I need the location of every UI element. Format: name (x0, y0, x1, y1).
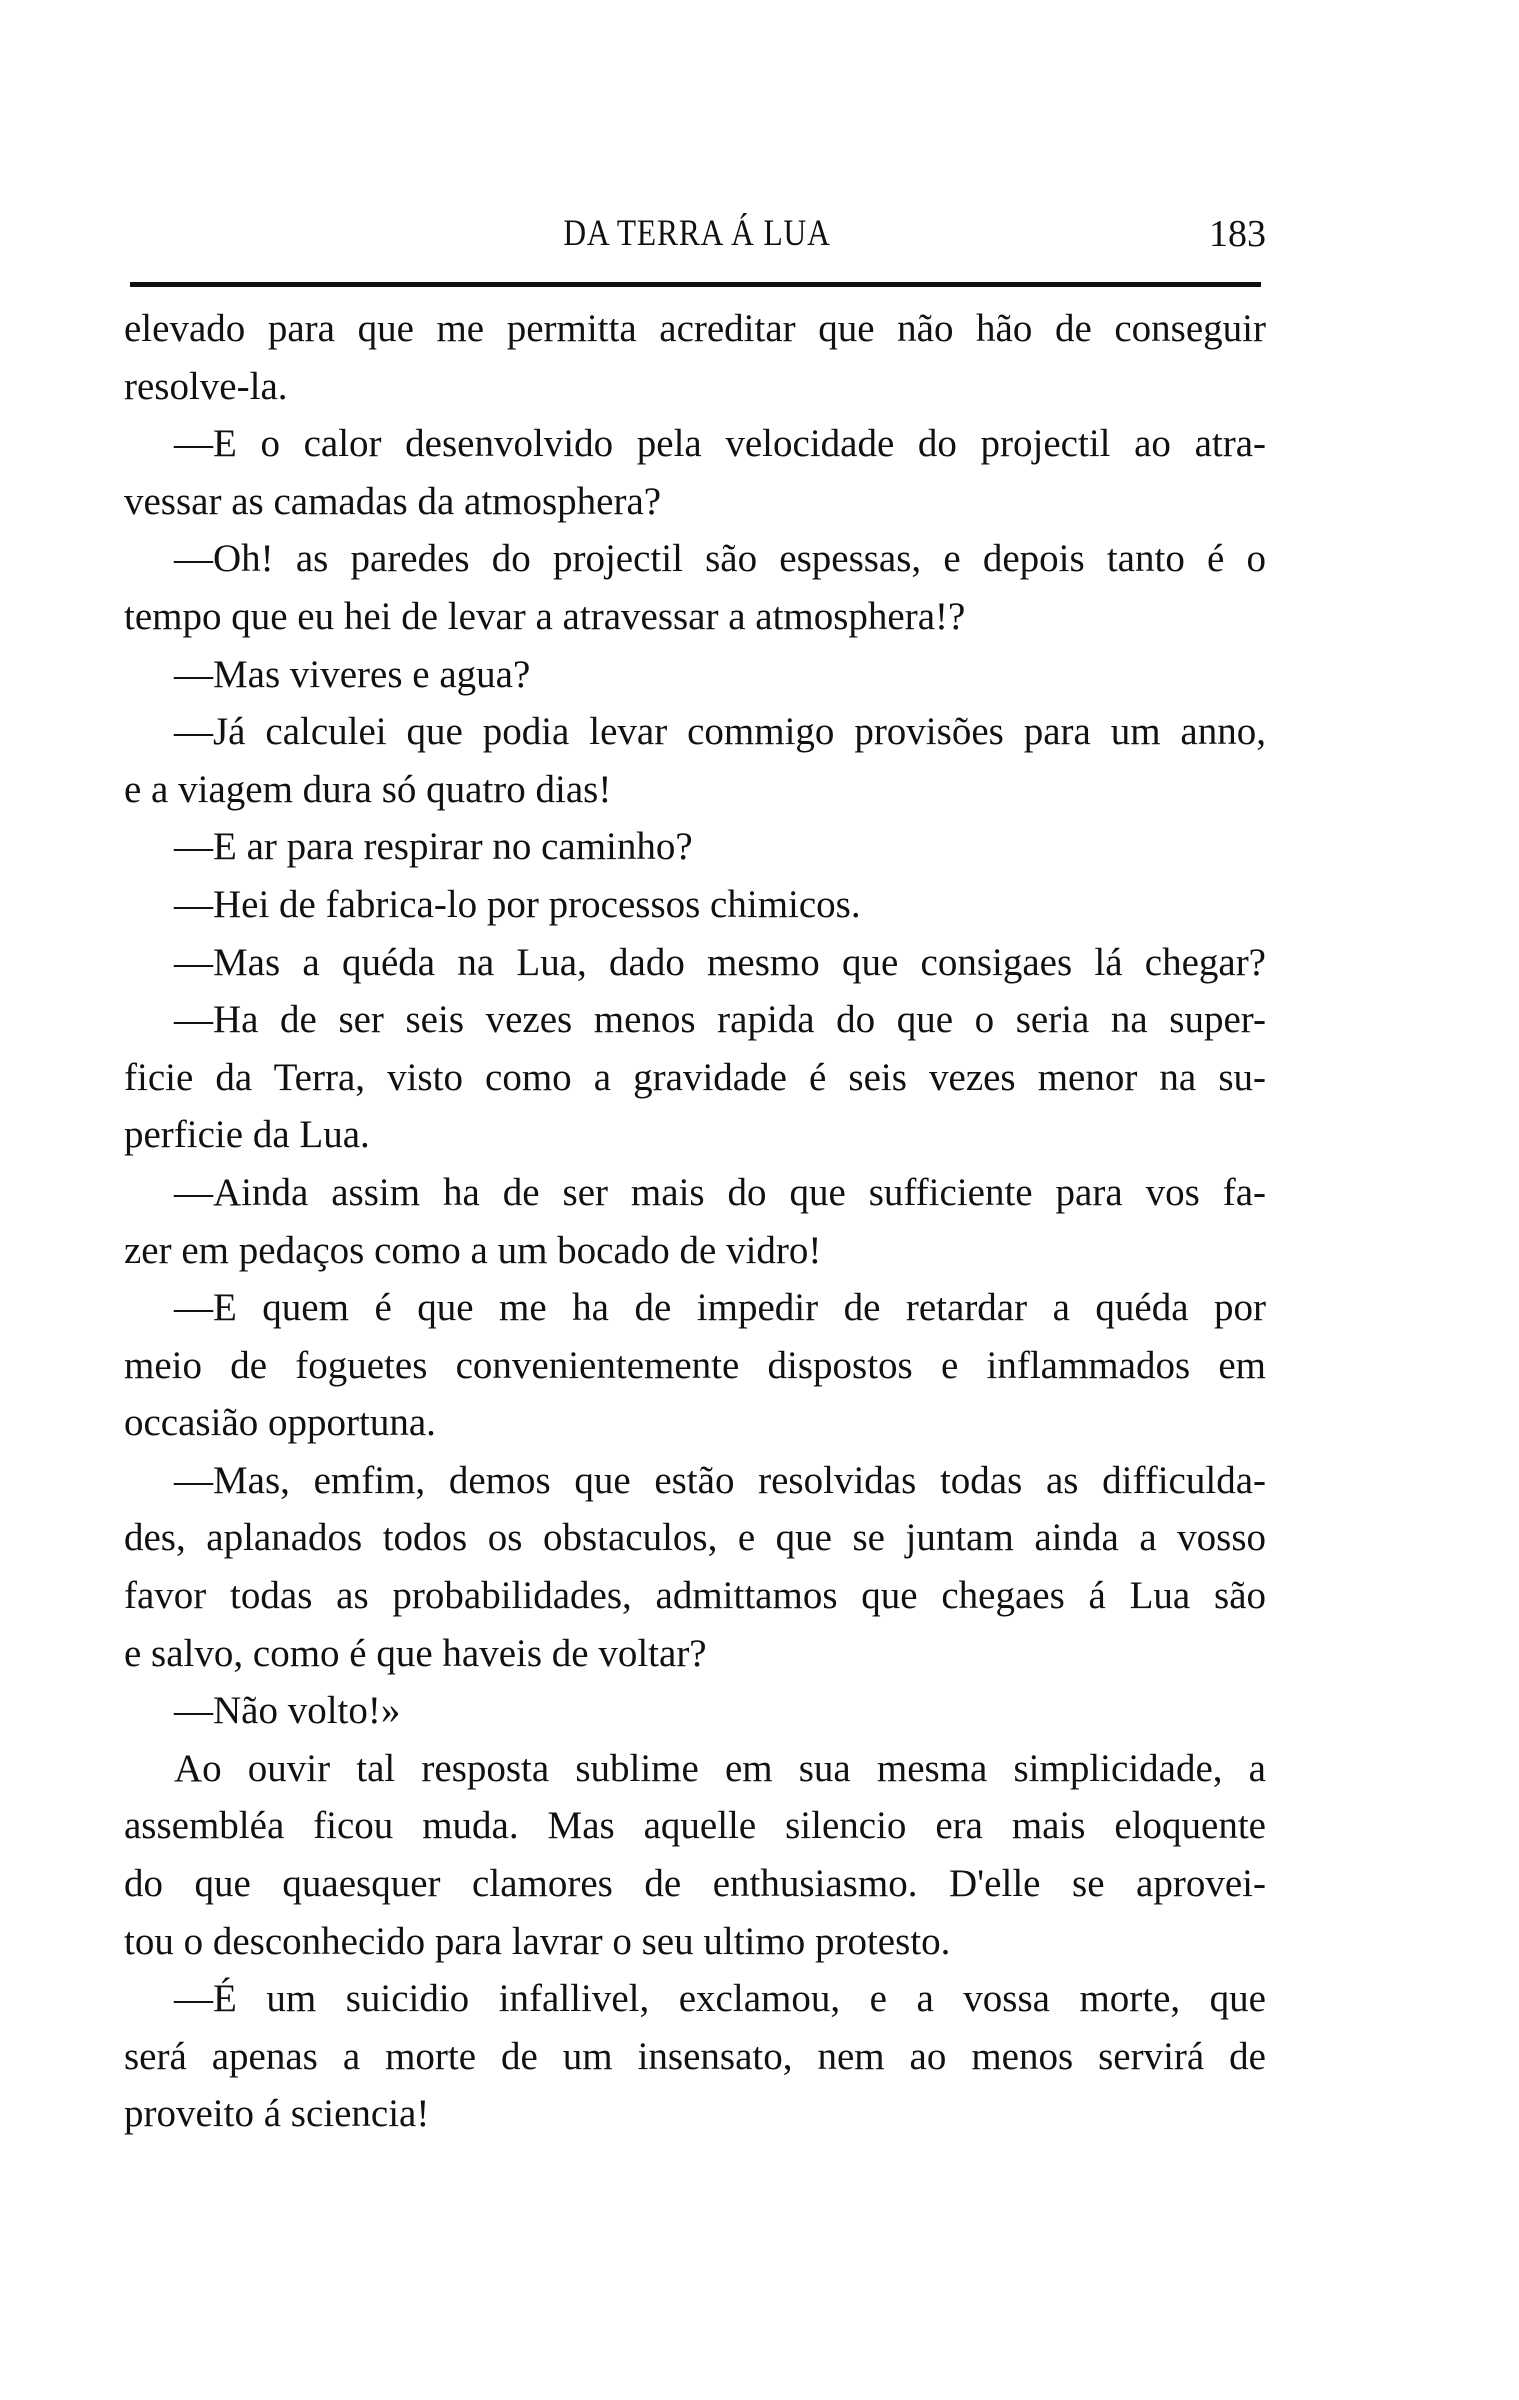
text-line: ficie da Terra, visto como a gravidade é seis vezes menor na su- (124, 1055, 1266, 1099)
text-line: Ao ouvir tal resposta sublime em sua mesma simplicidade, a (174, 1746, 1266, 1790)
text-line: tempo que eu hei de levar a atravessar a atmosphera!? (124, 594, 966, 638)
text-line: favor todas as probabilidades, admittamos que chegaes á Lua são (124, 1574, 1266, 1618)
text-line: elevado para que me permitta acreditar que não hão de conseguir (124, 307, 1266, 350)
text-line: —Hei de fabrica-lo por processos chimicos. (174, 882, 861, 926)
running-title: DA TERRA Á LUA (563, 213, 831, 254)
body-text (124, 300, 1266, 2143)
text-line: —É um suicidio infallivel, exclamou, e a vossa morte, que (174, 1977, 1266, 2021)
text-line: —Já calculei que podia levar commigo provisões para um anno, (174, 710, 1266, 754)
text-line: occasião opportuna. (124, 1401, 436, 1445)
text-line: —Mas viveres e agua? (174, 652, 531, 696)
text-line: será apenas a morte de um insensato, nem ao menos servirá de (124, 2034, 1266, 2078)
text-line: —Ha de ser seis vezes menos rapida do que o seria na super- (174, 998, 1266, 1042)
text-line: —Mas, emfim, demos que estão resolvidas todas as difficulda- (174, 1458, 1266, 1502)
text-line: do que quaesquer clamores de enthusiasmo. D'elle se aprovei- (124, 1862, 1266, 1906)
text-line: e salvo, como é que haveis de voltar? (124, 1631, 707, 1675)
text-line: —Ainda assim ha de ser mais do que sufficiente para vos fa- (174, 1170, 1266, 1214)
text-line: proveito á sciencia! (124, 2092, 430, 2136)
text-line: resolve-la. (124, 364, 288, 408)
text-line: zer em pedaços como a um bocado de vidro! (124, 1228, 822, 1272)
page-number: 183 (1209, 213, 1266, 255)
text-line: —Não volto!» (174, 1689, 401, 1733)
header-rule (130, 282, 1261, 287)
text-line: des, aplanados todos os obstaculos, e que se juntam ainda a vosso (124, 1516, 1266, 1560)
text-line: assembléa ficou muda. Mas aquelle silencio era mais eloquente (124, 1804, 1266, 1848)
text-line: e a viagem dura só quatro dias! (124, 767, 612, 811)
text-line: —E o calor desenvolvido pela velocidade do projectil ao atra- (174, 422, 1266, 466)
text-line: —E ar para respirar no caminho? (174, 825, 693, 869)
text-line: vessar as camadas da atmosphera? (124, 479, 662, 523)
text-line: —E quem é que me ha de impedir de retardar a quéda por (174, 1286, 1266, 1330)
text-line: perficie da Lua. (124, 1113, 370, 1157)
text-line: meio de foguetes convenientemente dispostos e inflammados em (124, 1343, 1266, 1387)
text-line: —Oh! as paredes do projectil são espessas, e depois tanto é o (174, 537, 1266, 581)
text-line: tou o desconhecido para lavrar o seu ultimo protesto. (124, 1919, 951, 1963)
text-line: —Mas a quéda na Lua, dado mesmo que consigaes lá chegar? (174, 940, 1266, 984)
